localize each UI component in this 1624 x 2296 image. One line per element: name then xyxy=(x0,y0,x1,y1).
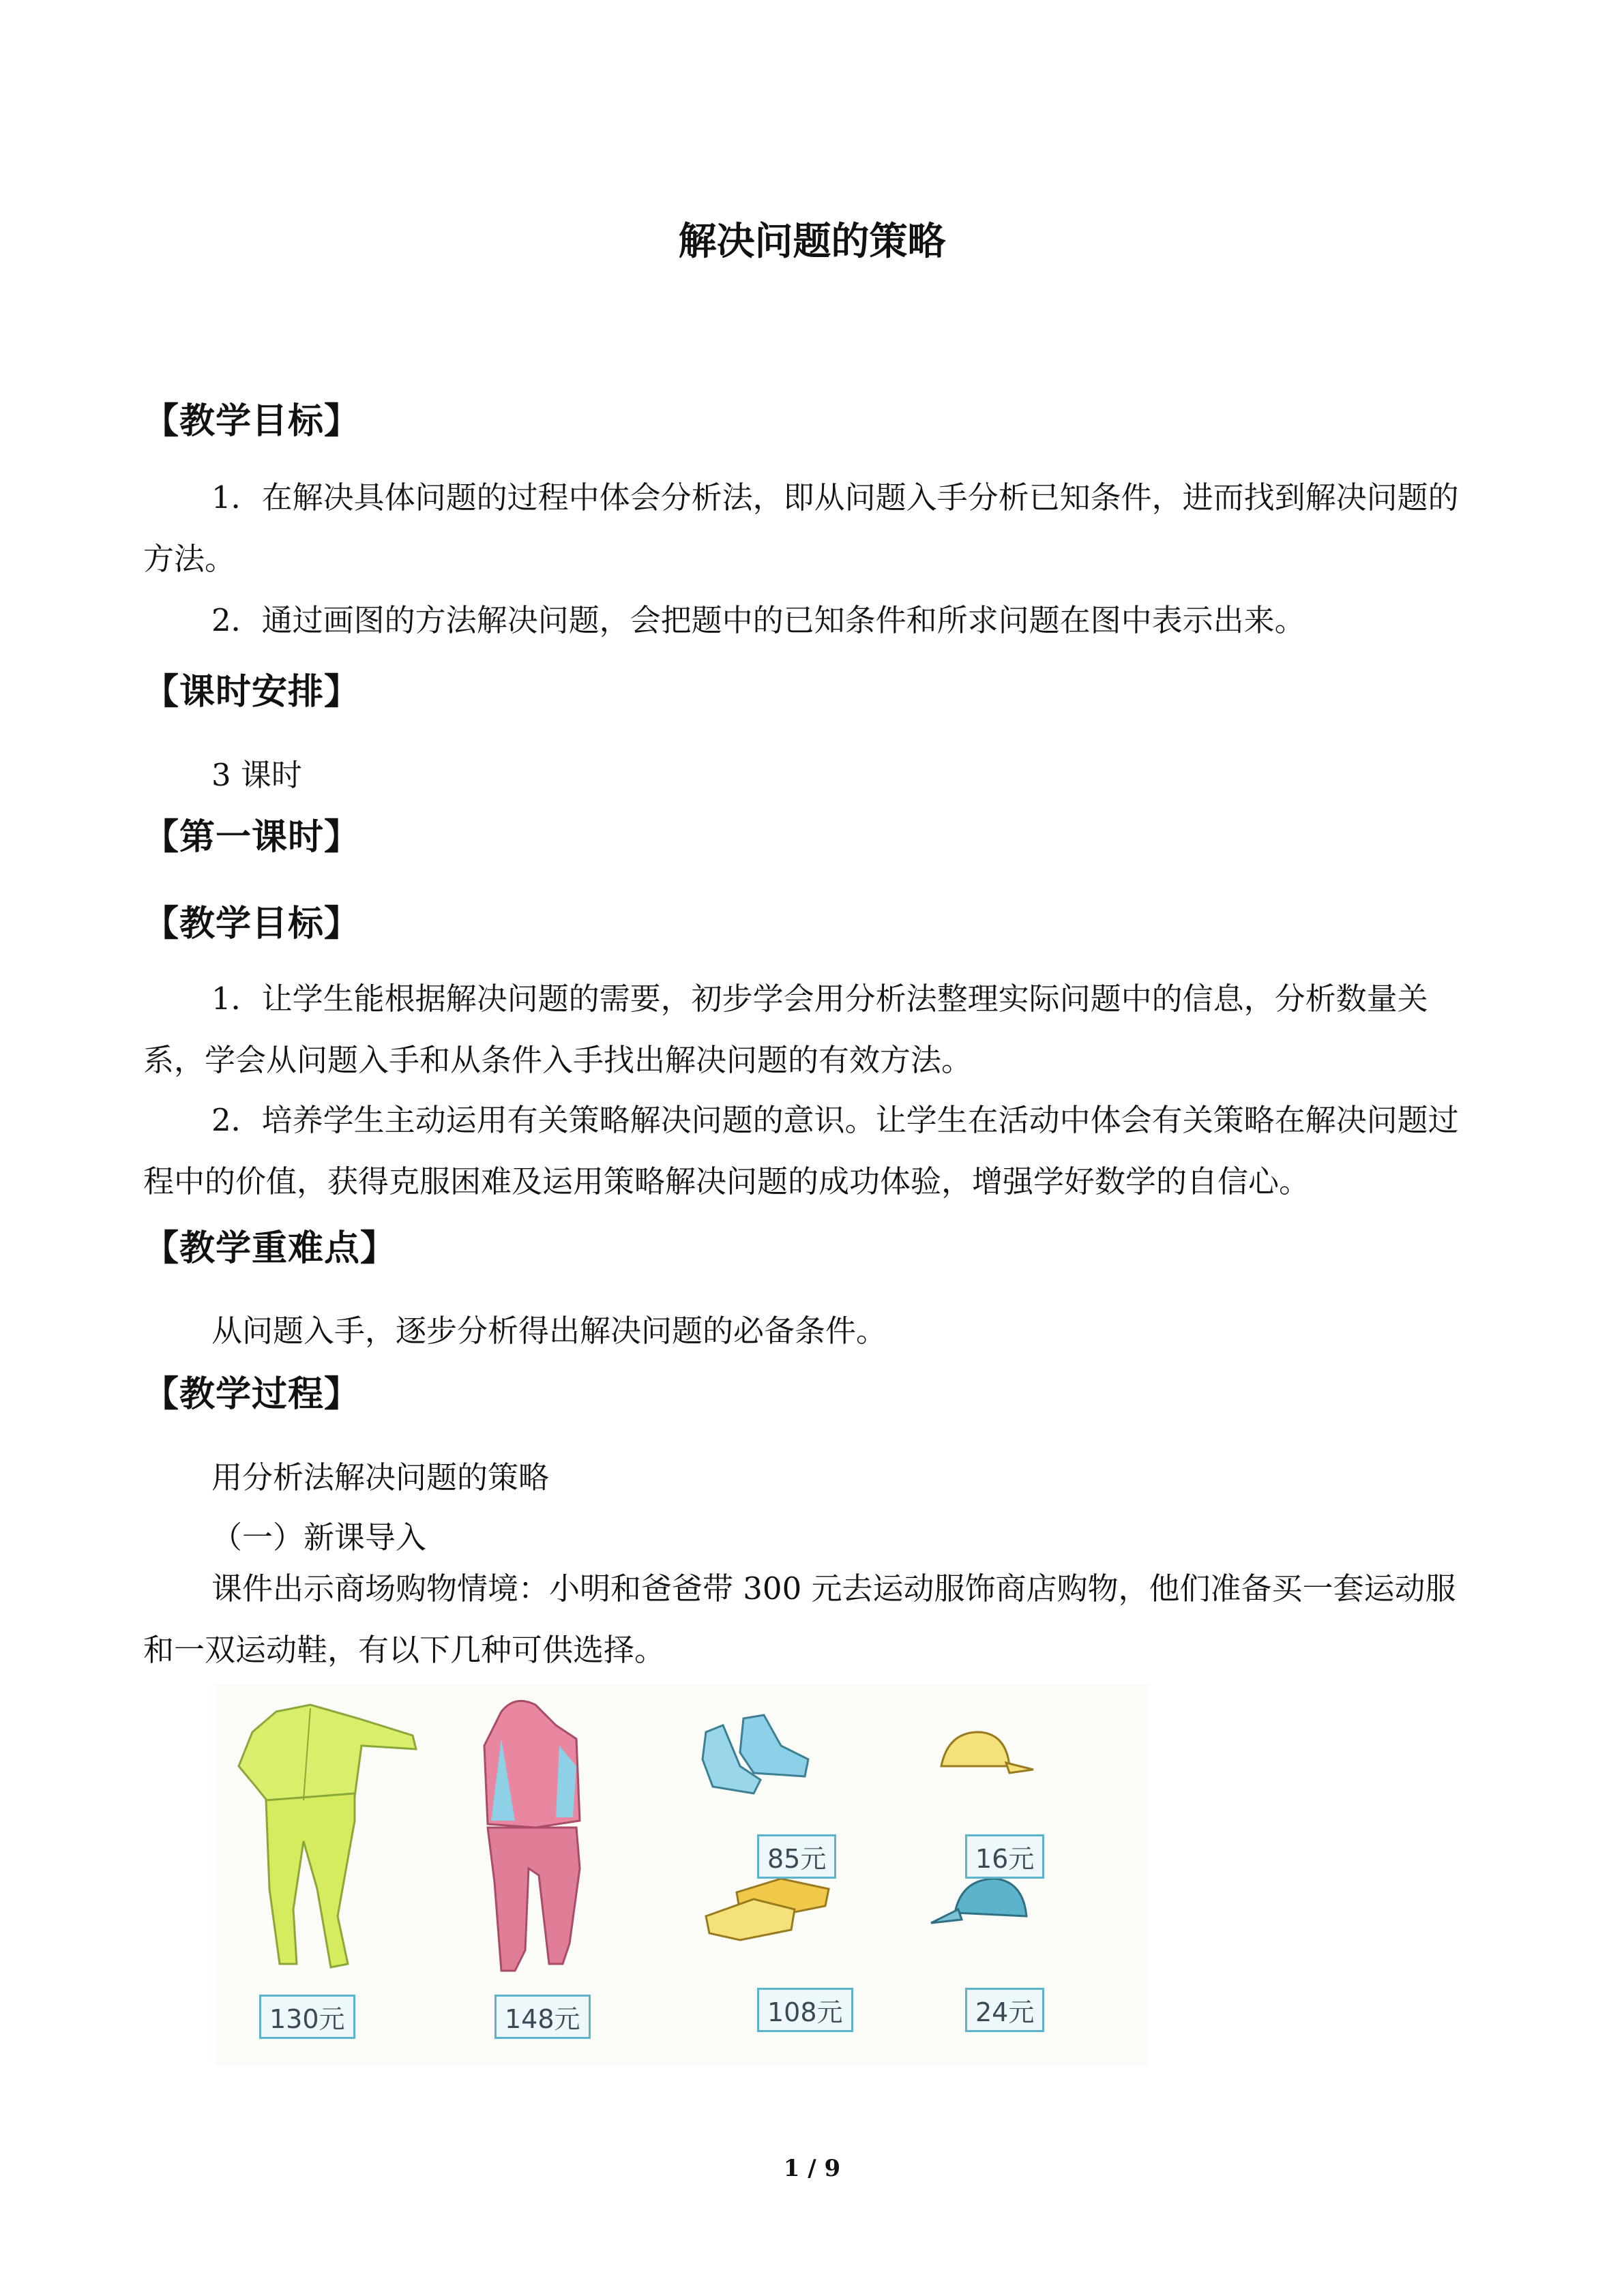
section-heading-schedule: 【课时安排】 xyxy=(143,672,361,713)
goal-1-text: 1．在解决具体问题的过程中体会分析法，即从问题入手分析已知条件，进而找到解决问题的方法。 xyxy=(143,479,1459,577)
yellow-shoes-picture xyxy=(706,1879,829,1940)
section-heading-process: 【教学过程】 xyxy=(143,1374,361,1415)
schedule-text: 3 课时 xyxy=(211,757,302,793)
process-scenario-paragraph xyxy=(143,1558,1480,1681)
price-tag-yellow-shoes: 108元 xyxy=(757,1988,853,2032)
goal-2-text: 2．通过画图的方法解决问题，会把题中的已知条件和所求问题在图中表示出来。 xyxy=(211,602,1305,638)
yellow-cap-picture xyxy=(941,1732,1033,1773)
shopping-illustration xyxy=(215,1684,1149,2066)
green-tracksuit-picture xyxy=(239,1705,416,1967)
price-tag-blue-cap: 24元 xyxy=(965,1988,1044,2032)
pink-tracksuit-picture xyxy=(484,1701,580,1971)
goal-paragraph-2 xyxy=(143,590,1480,651)
blue-cap-picture xyxy=(931,1879,1027,1923)
lesson-goal-paragraph-2 xyxy=(143,1090,1480,1212)
section-heading-first-lesson: 【第一课时】 xyxy=(143,817,361,858)
price-tag-yellow-cap: 16元 xyxy=(965,1834,1044,1879)
section-heading-key-points: 【教学重难点】 xyxy=(143,1228,397,1269)
section-heading-teaching-goals: 【教学目标】 xyxy=(143,401,361,442)
process-step-intro: （一）新课导入 xyxy=(211,1519,427,1555)
price-tag-green-suit: 130元 xyxy=(259,1995,355,2039)
section-heading-lesson-goals: 【教学目标】 xyxy=(143,904,361,944)
goal-paragraph-1 xyxy=(143,467,1480,590)
lesson-goal-2-text: 2．培养学生主动运用有关策略解决问题的意识。让学生在活动中体会有关策略在解决问题过程中的价值，获得克服困难及运用策略解决问题的成功体验，增强学好数学的自信心。 xyxy=(143,1102,1459,1199)
key-point-text: 从问题入手，逐步分析得出解决问题的必备条件。 xyxy=(211,1313,887,1349)
process-scenario-text: 课件出示商场购物情境：小明和爸爸带 300 元去运动服饰商店购物，他们准备买一套运动服和一双运动鞋，有以下几种可供选择。 xyxy=(143,1570,1456,1668)
process-subtitle: 用分析法解决问题的策略 xyxy=(211,1459,550,1495)
lesson-goal-1-text: 1．让学生能根据解决问题的需要，初步学会用分析法整理实际问题中的信息，分析数量关系，学会从问题入手和从条件入手找出解决问题的有效方法。 xyxy=(143,981,1428,1078)
lesson-goal-paragraph-1 xyxy=(143,968,1480,1091)
price-tag-blue-shoes: 85元 xyxy=(757,1834,836,1879)
price-tag-pink-suit: 148元 xyxy=(494,1995,591,2039)
page-number: 1 / 9 xyxy=(783,2155,841,2182)
blue-shoes-picture xyxy=(703,1715,808,1793)
document-title: 解决问题的策略 xyxy=(678,220,946,264)
